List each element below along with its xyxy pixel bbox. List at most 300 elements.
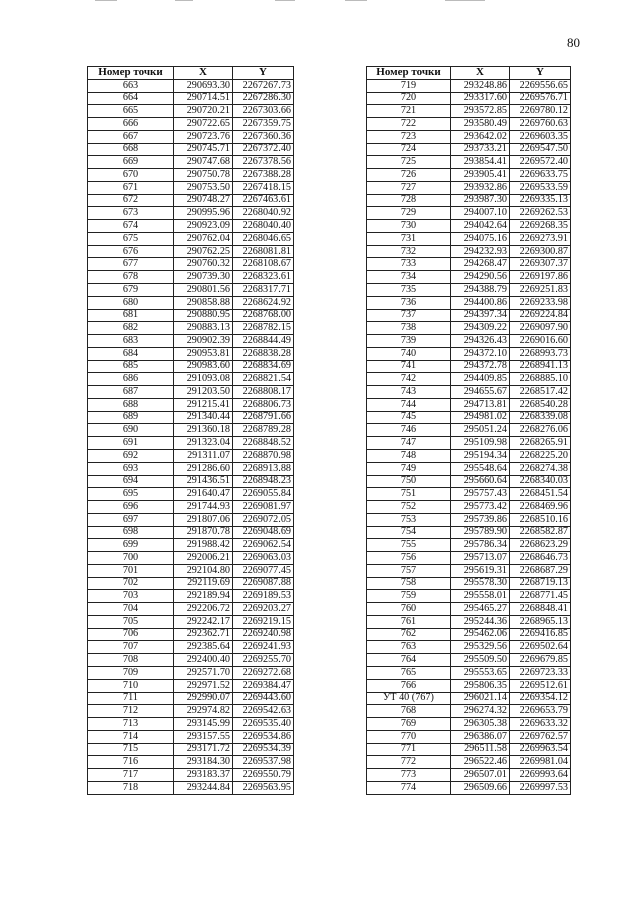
point-number-cell: 772 — [367, 756, 451, 769]
y-coordinate-cell: 2269307.37 — [510, 258, 571, 271]
x-coordinate-cell: 290902.39 — [174, 335, 233, 348]
point-number-cell: 754 — [367, 526, 451, 539]
point-number-cell: 758 — [367, 577, 451, 590]
y-coordinate-cell: 2268870.98 — [233, 449, 294, 462]
point-number-cell: 701 — [88, 564, 174, 577]
y-coordinate-cell: 2269062.54 — [233, 539, 294, 552]
table-row — [88, 437, 294, 450]
point-number-cell: 697 — [88, 513, 174, 526]
point-number-cell: 688 — [88, 398, 174, 411]
x-coordinate-cell: 290858.88 — [174, 296, 233, 309]
point-number-cell: 670 — [88, 169, 174, 182]
x-coordinate-cell: 293932.86 — [451, 181, 510, 194]
y-coordinate-cell: 2268848.41 — [510, 603, 571, 616]
table-row — [88, 296, 294, 309]
table-row — [367, 360, 571, 373]
point-number-cell: 664 — [88, 92, 174, 105]
x-coordinate-cell: 296507.01 — [451, 769, 510, 782]
table-row — [88, 756, 294, 769]
point-number-cell: 763 — [367, 641, 451, 654]
point-number-cell: 690 — [88, 424, 174, 437]
table-row — [367, 207, 571, 220]
point-number-cell: 692 — [88, 449, 174, 462]
y-coordinate-cell: 2269087.88 — [233, 577, 294, 590]
table-row — [88, 258, 294, 271]
table-row — [88, 386, 294, 399]
scan-artifact — [175, 0, 193, 1]
scan-artifact — [445, 0, 485, 1]
table-row — [367, 232, 571, 245]
table-row — [367, 437, 571, 450]
y-coordinate-cell: 2267359.75 — [233, 118, 294, 131]
point-number-cell: 716 — [88, 756, 174, 769]
x-coordinate-cell: 295773.42 — [451, 501, 510, 514]
point-number-cell: 704 — [88, 603, 174, 616]
y-coordinate-cell: 2268040.92 — [233, 207, 294, 220]
y-coordinate-cell: 2269534.86 — [233, 730, 294, 743]
y-coordinate-cell: 2269563.95 — [233, 781, 294, 794]
y-coordinate-cell: 2268081.81 — [233, 245, 294, 258]
x-coordinate-cell: 292189.94 — [174, 590, 233, 603]
x-coordinate-cell: 290723.76 — [174, 130, 233, 143]
table-row — [88, 284, 294, 297]
point-number-cell: 721 — [367, 105, 451, 118]
y-coordinate-cell: 2268225.20 — [510, 449, 571, 462]
point-number-cell: 680 — [88, 296, 174, 309]
x-coordinate-cell: 293905.41 — [451, 169, 510, 182]
x-coordinate-cell: 295558.01 — [451, 590, 510, 603]
x-coordinate-cell: 295509.50 — [451, 654, 510, 667]
table-row — [88, 232, 294, 245]
table-row — [88, 526, 294, 539]
y-coordinate-cell: 2268782.15 — [233, 322, 294, 335]
point-number-cell: 728 — [367, 194, 451, 207]
table-row — [88, 373, 294, 386]
x-coordinate-cell: 295244.36 — [451, 615, 510, 628]
coordinates-table-right — [366, 66, 571, 795]
table-row — [88, 513, 294, 526]
point-number-cell: 733 — [367, 258, 451, 271]
point-number-cell: 687 — [88, 386, 174, 399]
x-coordinate-cell: 292990.07 — [174, 692, 233, 705]
point-number-cell: 698 — [88, 526, 174, 539]
x-coordinate-cell: 295660.64 — [451, 475, 510, 488]
x-coordinate-cell: 293248.86 — [451, 79, 510, 92]
point-number-cell: 748 — [367, 449, 451, 462]
table-row — [88, 615, 294, 628]
table-row — [88, 347, 294, 360]
y-coordinate-cell: 2269723.33 — [510, 666, 571, 679]
point-number-cell: 691 — [88, 437, 174, 450]
table-row — [88, 590, 294, 603]
table-row — [88, 769, 294, 782]
table-row — [88, 92, 294, 105]
point-number-cell: 705 — [88, 615, 174, 628]
y-coordinate-cell: 2269063.03 — [233, 552, 294, 565]
y-coordinate-cell: 2269993.64 — [510, 769, 571, 782]
table-row — [88, 577, 294, 590]
table-header-row — [367, 67, 571, 80]
x-coordinate-cell: 293572.85 — [451, 105, 510, 118]
table-row — [367, 373, 571, 386]
x-coordinate-cell: 296021.14 — [451, 692, 510, 705]
table-row — [367, 577, 571, 590]
x-coordinate-cell: 294268.47 — [451, 258, 510, 271]
y-coordinate-cell: 2268276.06 — [510, 424, 571, 437]
y-coordinate-cell: 2268339.08 — [510, 411, 571, 424]
table-row — [367, 181, 571, 194]
table-row — [367, 245, 571, 258]
point-number-cell: 765 — [367, 666, 451, 679]
y-coordinate-cell: 2269048.69 — [233, 526, 294, 539]
y-coordinate-cell: 2267388.28 — [233, 169, 294, 182]
x-coordinate-cell: 291807.06 — [174, 513, 233, 526]
x-coordinate-cell: 295051.24 — [451, 424, 510, 437]
table-row — [367, 284, 571, 297]
x-coordinate-cell: 290745.71 — [174, 143, 233, 156]
x-coordinate-cell: 291215.41 — [174, 398, 233, 411]
point-number-cell: 739 — [367, 335, 451, 348]
table-row — [88, 603, 294, 616]
y-coordinate-cell: 2269576.71 — [510, 92, 571, 105]
table-row — [367, 743, 571, 756]
x-coordinate-cell: 290747.68 — [174, 156, 233, 169]
x-coordinate-cell: 290693.30 — [174, 79, 233, 92]
y-coordinate-cell: 2268838.28 — [233, 347, 294, 360]
table-row — [88, 641, 294, 654]
x-coordinate-cell: 295739.86 — [451, 513, 510, 526]
point-number-cell: 755 — [367, 539, 451, 552]
table-row — [367, 258, 571, 271]
point-number-cell: 710 — [88, 679, 174, 692]
point-number-cell: 732 — [367, 245, 451, 258]
x-coordinate-cell: 294075.16 — [451, 232, 510, 245]
table-row — [367, 718, 571, 731]
table-row — [367, 513, 571, 526]
y-coordinate-cell: 2268965.13 — [510, 615, 571, 628]
point-number-cell: 766 — [367, 679, 451, 692]
table-row — [367, 220, 571, 233]
y-coordinate-cell: 2267372.40 — [233, 143, 294, 156]
column-header-point: Номер точки — [367, 67, 451, 80]
y-coordinate-cell: 2269268.35 — [510, 220, 571, 233]
point-number-cell: 747 — [367, 437, 451, 450]
y-coordinate-cell: 2269233.98 — [510, 296, 571, 309]
scan-artifact — [95, 0, 117, 1]
point-number-cell: 674 — [88, 220, 174, 233]
x-coordinate-cell: 292974.82 — [174, 705, 233, 718]
table-row — [367, 309, 571, 322]
point-number-cell: 703 — [88, 590, 174, 603]
y-coordinate-cell: 2268582.87 — [510, 526, 571, 539]
table-row — [88, 449, 294, 462]
y-coordinate-cell: 2268719.13 — [510, 577, 571, 590]
y-coordinate-cell: 2269072.05 — [233, 513, 294, 526]
table-row — [367, 730, 571, 743]
point-number-cell: 673 — [88, 207, 174, 220]
point-number-cell: 749 — [367, 462, 451, 475]
point-number-cell: 669 — [88, 156, 174, 169]
x-coordinate-cell: 290801.56 — [174, 284, 233, 297]
table-row — [88, 411, 294, 424]
y-coordinate-cell: 2268340.03 — [510, 475, 571, 488]
x-coordinate-cell: 295619.31 — [451, 564, 510, 577]
y-coordinate-cell: 2269300.87 — [510, 245, 571, 258]
y-coordinate-cell: 2269097.90 — [510, 322, 571, 335]
x-coordinate-cell: 293184.30 — [174, 756, 233, 769]
table-row — [367, 335, 571, 348]
y-coordinate-cell: 2269384.47 — [233, 679, 294, 692]
point-number-cell: 764 — [367, 654, 451, 667]
table-row — [367, 347, 571, 360]
point-number-cell: 672 — [88, 194, 174, 207]
table-row — [367, 398, 571, 411]
x-coordinate-cell: 292362.71 — [174, 628, 233, 641]
y-coordinate-cell: 2268451.54 — [510, 488, 571, 501]
point-number-cell: 694 — [88, 475, 174, 488]
point-number-cell: 725 — [367, 156, 451, 169]
x-coordinate-cell: 291988.42 — [174, 539, 233, 552]
table-row — [88, 705, 294, 718]
point-number-cell: 696 — [88, 501, 174, 514]
x-coordinate-cell: 294232.93 — [451, 245, 510, 258]
y-coordinate-cell: 2269219.15 — [233, 615, 294, 628]
point-number-cell: 709 — [88, 666, 174, 679]
scan-artifact — [275, 0, 295, 1]
x-coordinate-cell: 293854.41 — [451, 156, 510, 169]
y-coordinate-cell: 2269603.35 — [510, 130, 571, 143]
table-row — [367, 386, 571, 399]
point-number-cell: 734 — [367, 271, 451, 284]
x-coordinate-cell: 295194.34 — [451, 449, 510, 462]
table-row — [88, 271, 294, 284]
x-coordinate-cell: 290753.50 — [174, 181, 233, 194]
column-header-y: Y — [233, 67, 294, 80]
y-coordinate-cell: 2269550.79 — [233, 769, 294, 782]
table-row — [88, 398, 294, 411]
y-coordinate-cell: 2268274.38 — [510, 462, 571, 475]
point-number-cell: 773 — [367, 769, 451, 782]
table-row — [88, 424, 294, 437]
x-coordinate-cell: 290722.65 — [174, 118, 233, 131]
y-coordinate-cell: 2267303.66 — [233, 105, 294, 118]
x-coordinate-cell: 290923.09 — [174, 220, 233, 233]
point-number-cell: 714 — [88, 730, 174, 743]
y-coordinate-cell: 2268323.61 — [233, 271, 294, 284]
point-number-cell: 699 — [88, 539, 174, 552]
table-row — [88, 692, 294, 705]
table-row — [367, 449, 571, 462]
y-coordinate-cell: 2268108.67 — [233, 258, 294, 271]
x-coordinate-cell: 296509.66 — [451, 781, 510, 794]
x-coordinate-cell: 295806.35 — [451, 679, 510, 692]
y-coordinate-cell: 2269240.98 — [233, 628, 294, 641]
y-coordinate-cell: 2268941.13 — [510, 360, 571, 373]
y-coordinate-cell: 2269077.45 — [233, 564, 294, 577]
x-coordinate-cell: 294409.85 — [451, 373, 510, 386]
y-coordinate-cell: 2268768.00 — [233, 309, 294, 322]
y-coordinate-cell: 2269251.83 — [510, 284, 571, 297]
point-number-cell: 717 — [88, 769, 174, 782]
point-number-cell: 681 — [88, 309, 174, 322]
x-coordinate-cell: 295713.07 — [451, 552, 510, 565]
x-coordinate-cell: 290748.27 — [174, 194, 233, 207]
x-coordinate-cell: 294309.22 — [451, 322, 510, 335]
column-header-x: X — [174, 67, 233, 80]
point-number-cell: 685 — [88, 360, 174, 373]
table-row — [367, 781, 571, 794]
point-number-cell: 693 — [88, 462, 174, 475]
point-number-cell: 740 — [367, 347, 451, 360]
y-coordinate-cell: 2269556.65 — [510, 79, 571, 92]
table-row — [88, 462, 294, 475]
x-coordinate-cell: 292119.69 — [174, 577, 233, 590]
y-coordinate-cell: 2269081.97 — [233, 501, 294, 514]
page-number: 80 — [567, 35, 580, 50]
point-number-cell: 744 — [367, 398, 451, 411]
y-coordinate-cell: 2269335.13 — [510, 194, 571, 207]
table-row — [367, 271, 571, 284]
point-number-cell: 760 — [367, 603, 451, 616]
table-row — [367, 756, 571, 769]
scan-artifact — [345, 0, 367, 1]
table-row — [367, 143, 571, 156]
table-row — [88, 718, 294, 731]
y-coordinate-cell: 2269241.93 — [233, 641, 294, 654]
x-coordinate-cell: 292385.64 — [174, 641, 233, 654]
x-coordinate-cell: 293183.37 — [174, 769, 233, 782]
point-number-cell: 757 — [367, 564, 451, 577]
y-coordinate-cell: 2269534.39 — [233, 743, 294, 756]
x-coordinate-cell: 290883.13 — [174, 322, 233, 335]
table-row — [367, 603, 571, 616]
point-number-cell: 731 — [367, 232, 451, 245]
point-number-cell: 702 — [88, 577, 174, 590]
table-row — [88, 156, 294, 169]
y-coordinate-cell: 2267378.56 — [233, 156, 294, 169]
x-coordinate-cell: 291286.60 — [174, 462, 233, 475]
column-header-x: X — [451, 67, 510, 80]
y-coordinate-cell: 2269272.68 — [233, 666, 294, 679]
y-coordinate-cell: 2268834.69 — [233, 360, 294, 373]
x-coordinate-cell: 291640.47 — [174, 488, 233, 501]
x-coordinate-cell: 295786.34 — [451, 539, 510, 552]
x-coordinate-cell: 294397.34 — [451, 309, 510, 322]
y-coordinate-cell: 2268510.16 — [510, 513, 571, 526]
table-row — [367, 769, 571, 782]
table-row — [367, 692, 571, 705]
point-number-cell: 715 — [88, 743, 174, 756]
y-coordinate-cell: 2268046.65 — [233, 232, 294, 245]
y-coordinate-cell: 2268540.28 — [510, 398, 571, 411]
table-row — [88, 475, 294, 488]
point-number-cell: 770 — [367, 730, 451, 743]
table-row — [367, 654, 571, 667]
x-coordinate-cell: 291323.04 — [174, 437, 233, 450]
point-number-cell: 707 — [88, 641, 174, 654]
x-coordinate-cell: 291093.08 — [174, 373, 233, 386]
x-coordinate-cell: 295548.64 — [451, 462, 510, 475]
table-row — [88, 220, 294, 233]
table-row — [88, 335, 294, 348]
y-coordinate-cell: 2268265.91 — [510, 437, 571, 450]
table-row — [367, 130, 571, 143]
x-coordinate-cell: 295578.30 — [451, 577, 510, 590]
x-coordinate-cell: 291436.51 — [174, 475, 233, 488]
y-coordinate-cell: 2269679.85 — [510, 654, 571, 667]
point-number-cell: 736 — [367, 296, 451, 309]
x-coordinate-cell: 290762.04 — [174, 232, 233, 245]
table-row — [367, 552, 571, 565]
y-coordinate-cell: 2268808.17 — [233, 386, 294, 399]
table-row — [367, 615, 571, 628]
y-coordinate-cell: 2269981.04 — [510, 756, 571, 769]
table-row — [88, 743, 294, 756]
x-coordinate-cell: 293642.02 — [451, 130, 510, 143]
point-number-cell: 768 — [367, 705, 451, 718]
y-coordinate-cell: 2269512.61 — [510, 679, 571, 692]
x-coordinate-cell: 291870.78 — [174, 526, 233, 539]
y-coordinate-cell: 2268913.88 — [233, 462, 294, 475]
table-row — [88, 730, 294, 743]
x-coordinate-cell: 293733.21 — [451, 143, 510, 156]
y-coordinate-cell: 2268469.96 — [510, 501, 571, 514]
point-number-cell: 724 — [367, 143, 451, 156]
table-row — [88, 360, 294, 373]
x-coordinate-cell: 294713.81 — [451, 398, 510, 411]
x-coordinate-cell: 290720.21 — [174, 105, 233, 118]
y-coordinate-cell: 2268789.28 — [233, 424, 294, 437]
y-coordinate-cell: 2269055.84 — [233, 488, 294, 501]
table-row — [88, 245, 294, 258]
point-number-cell: 759 — [367, 590, 451, 603]
table-row — [88, 207, 294, 220]
y-coordinate-cell: 2267286.30 — [233, 92, 294, 105]
point-number-cell: 756 — [367, 552, 451, 565]
y-coordinate-cell: 2267267.73 — [233, 79, 294, 92]
y-coordinate-cell: 2268821.54 — [233, 373, 294, 386]
y-coordinate-cell: 2269189.53 — [233, 590, 294, 603]
x-coordinate-cell: 295109.98 — [451, 437, 510, 450]
table-row — [88, 781, 294, 794]
y-coordinate-cell: 2269653.79 — [510, 705, 571, 718]
table-row — [367, 628, 571, 641]
table-row — [367, 156, 571, 169]
y-coordinate-cell: 2268848.52 — [233, 437, 294, 450]
table-row — [88, 488, 294, 501]
table-header-row — [88, 67, 294, 80]
table-row — [367, 92, 571, 105]
table-row — [88, 181, 294, 194]
point-number-cell: 752 — [367, 501, 451, 514]
table-row — [367, 462, 571, 475]
y-coordinate-cell: 2268948.23 — [233, 475, 294, 488]
y-coordinate-cell: 2267360.36 — [233, 130, 294, 143]
y-coordinate-cell: 2269197.86 — [510, 271, 571, 284]
x-coordinate-cell: 291203.50 — [174, 386, 233, 399]
x-coordinate-cell: 294400.86 — [451, 296, 510, 309]
point-number-cell: 676 — [88, 245, 174, 258]
table-row — [367, 679, 571, 692]
x-coordinate-cell: 294372.10 — [451, 347, 510, 360]
point-number-cell: 729 — [367, 207, 451, 220]
coordinates-table-left — [87, 66, 294, 795]
point-number-cell: 737 — [367, 309, 451, 322]
y-coordinate-cell: 2269224.84 — [510, 309, 571, 322]
point-number-cell: 750 — [367, 475, 451, 488]
point-number-cell: 689 — [88, 411, 174, 424]
table-row — [367, 475, 571, 488]
